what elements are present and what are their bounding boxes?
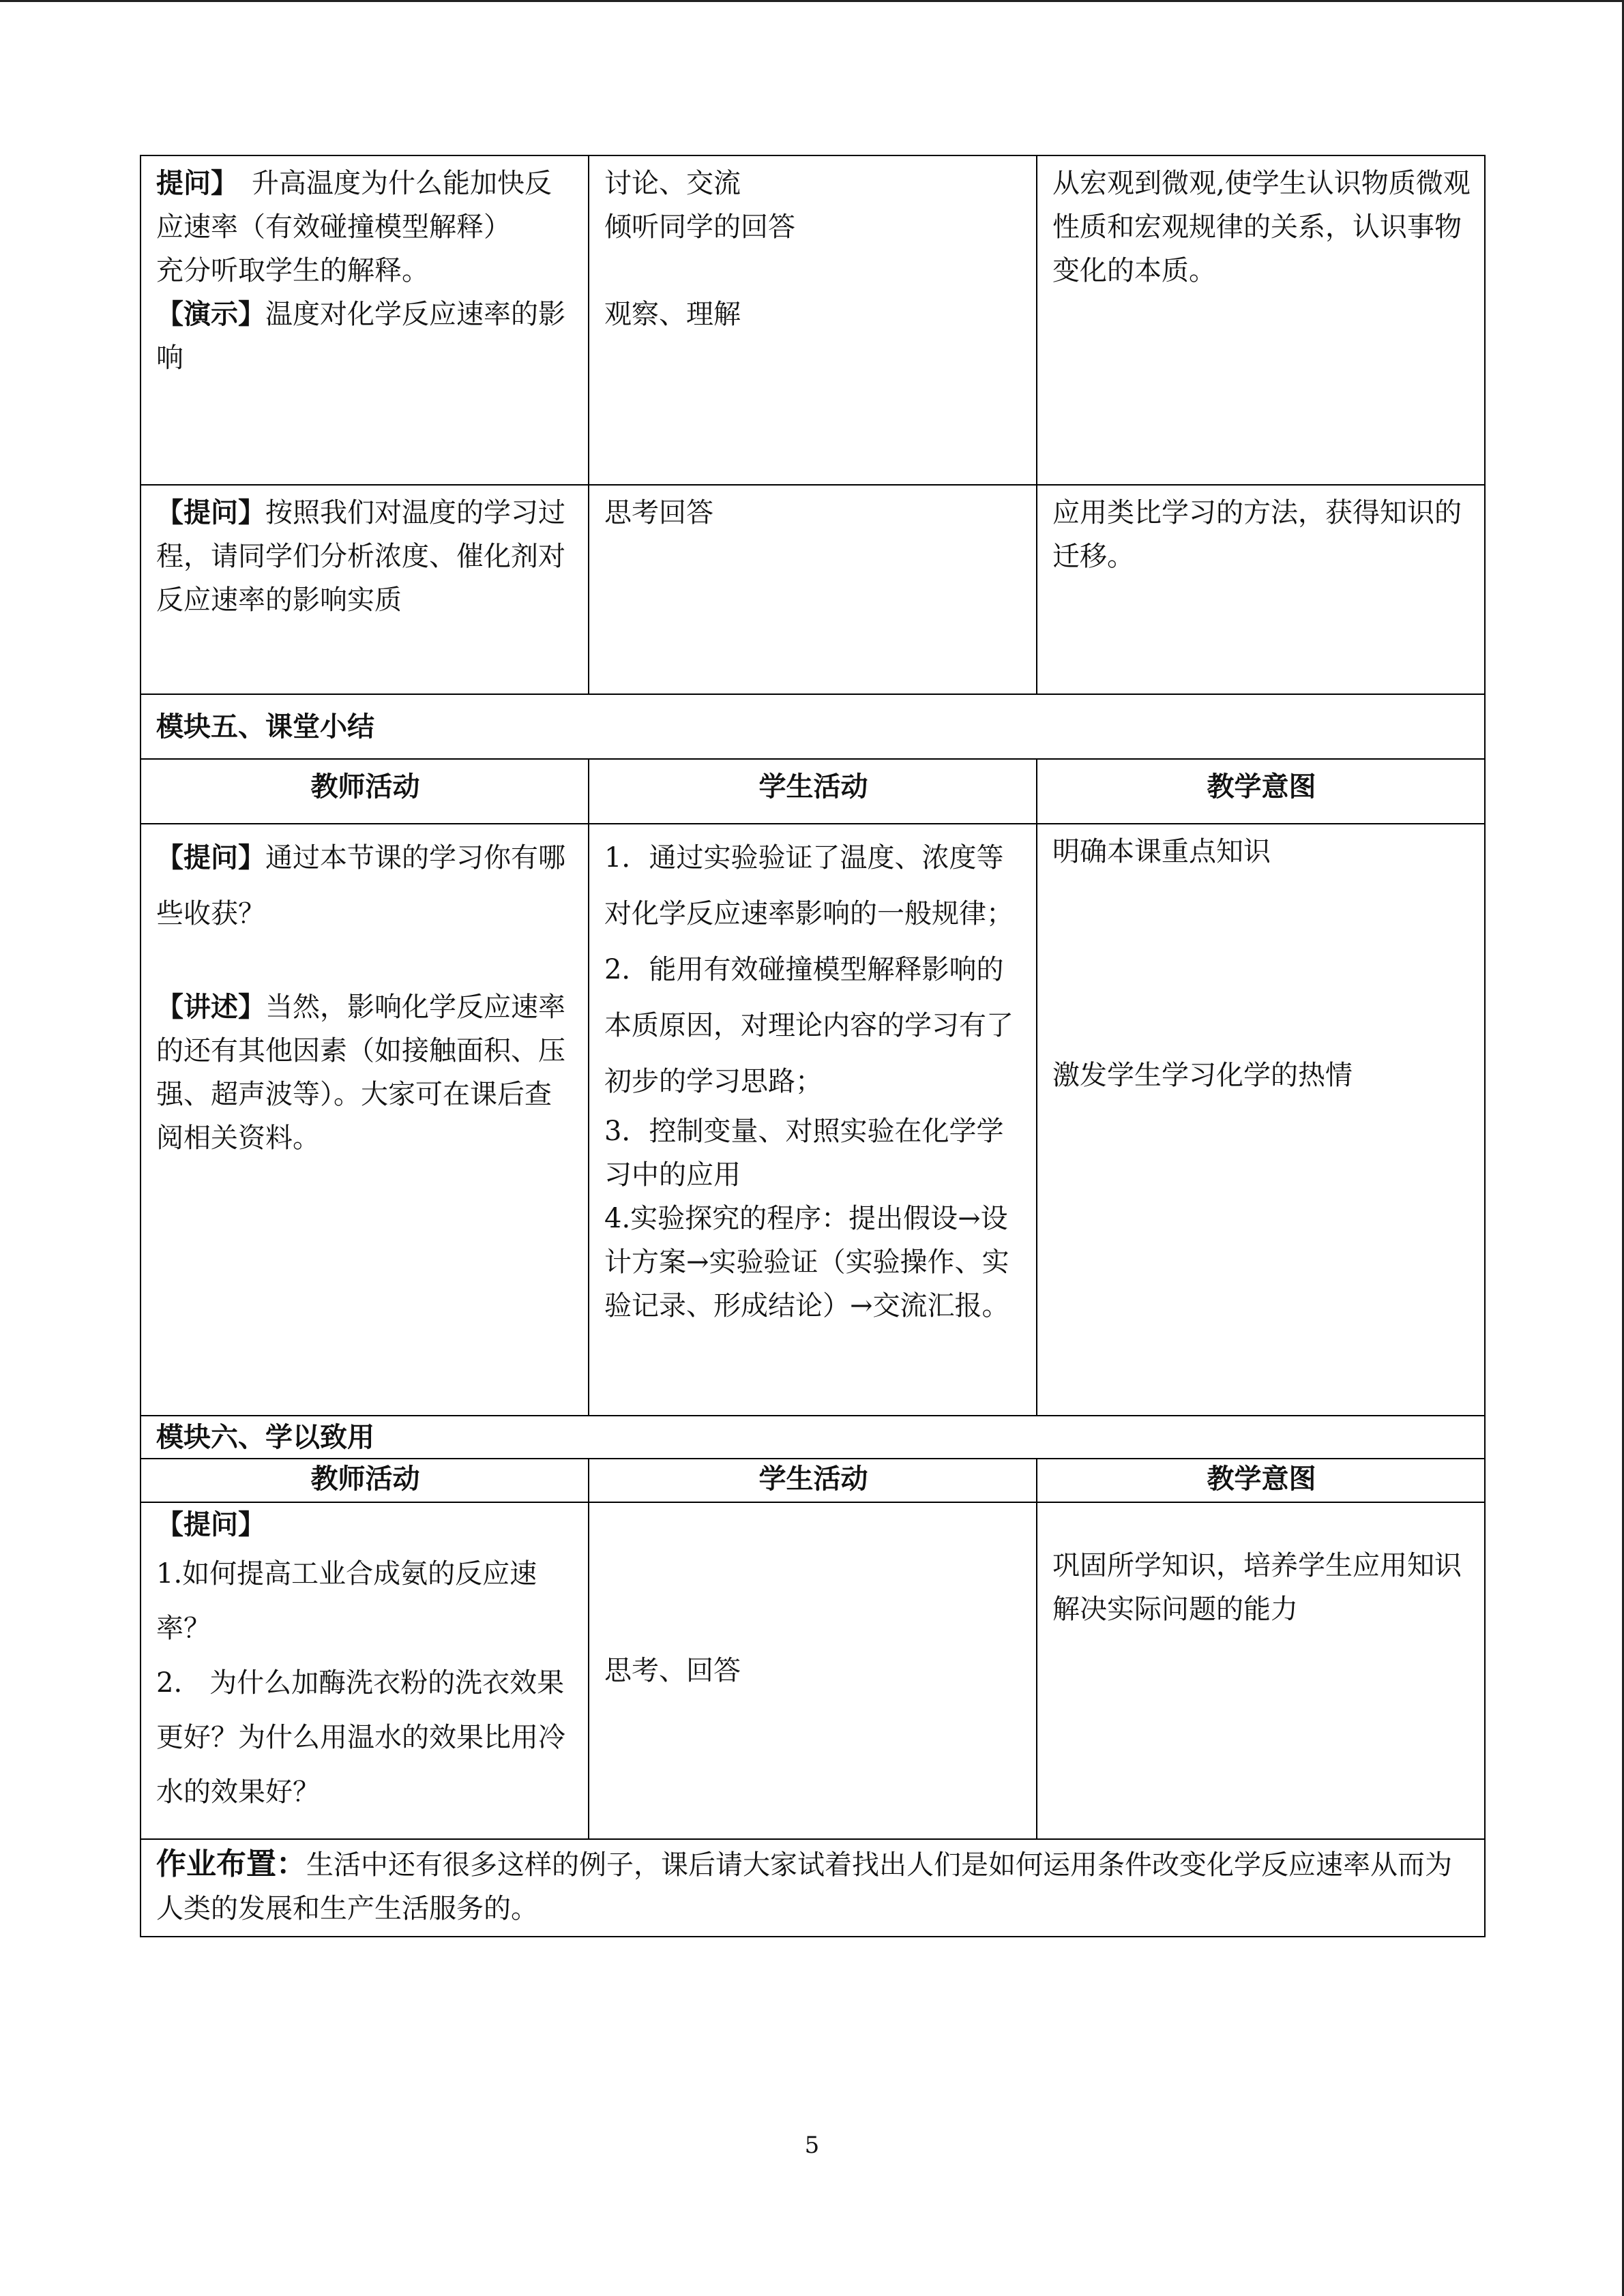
teacher-activity-cell — [141, 485, 589, 694]
student-activity-cell — [589, 485, 1037, 694]
teacher-text: 升高温度为什么能加快反应速率（有效碰撞模型解释） — [156, 168, 552, 243]
homework-text: 生活中还有很多这样的例子，课后请大家试着找出人们是如何运用条件改变化学反应速率从而为人类的发展和生产生活服务的。 — [156, 1849, 1452, 1924]
question-tag: 【提问】 — [156, 497, 265, 528]
student-item: 1．通过实验验证了温度、浓度等对化学反应速率影响的一般规律； — [604, 842, 1014, 929]
student-activity-cell — [589, 824, 1037, 1416]
header-teacher: 教师活动 — [141, 759, 589, 824]
question-tag: 【提问】 — [156, 842, 265, 874]
header-intent: 教学意图 — [1037, 1459, 1485, 1502]
teacher-text: 按照我们对温度的学习过程，请同学们分析浓度、催化剂对反应速率的影响实质 — [156, 497, 565, 616]
teacher-activity-cell — [141, 824, 589, 1416]
teacher-text: 通过本节课的学习你有哪些收获？ — [156, 842, 565, 929]
student-item: 4.实验探究的程序：提出假设→设计方案→实验验证（实验操作、实验记录、形成结论）→交流汇报。 — [604, 1203, 1009, 1322]
page-top-border — [0, 0, 1624, 2]
table-row — [141, 485, 1485, 694]
header-student: 学生活动 — [589, 1459, 1037, 1502]
question-item: 2. 为什么加酶洗衣粉的洗衣效果更好？为什么用温水的效果比用冷水的效果好？ — [156, 1667, 565, 1808]
intent-text: 明确本课重点知识 — [1052, 836, 1271, 867]
intent-text: 激发学生学习化学的热情 — [1052, 1060, 1353, 1091]
header-intent: 教学意图 — [1037, 759, 1485, 824]
teacher-text: 当然，影响化学反应速率的还有其他因素（如接触面积、压强、超声波等）。大家可在课后查阅相关资料。 — [156, 992, 565, 1154]
question-tag: 【提问】 — [156, 1509, 265, 1540]
table-row — [141, 155, 1485, 485]
table-row — [141, 1502, 1485, 1839]
student-item: 3．控制变量、对照实验在化学学习中的应用 — [604, 1116, 1004, 1191]
module-title: 模块六、学以致用 — [141, 1416, 1485, 1459]
student-item: 2．能用有效碰撞模型解释影响的本质原因，对理论内容的学习有了初步的学习思路； — [604, 954, 1014, 1097]
question-item: 1.如何提高工业合成氨的反应速率？ — [156, 1558, 537, 1644]
header-teacher: 教师活动 — [141, 1459, 589, 1502]
teacher-activity-cell — [141, 1502, 589, 1839]
intent-cell — [1037, 485, 1485, 694]
intent-text: 应用类比学习的方法，获得知识的迁移。 — [1052, 497, 1462, 572]
intent-text: 巩固所学知识，培养学生应用知识解决实际问题的能力 — [1052, 1550, 1462, 1625]
teacher-text: 温度对化学反应速率的影响 — [156, 299, 565, 374]
student-text: 倾听同学的回答 — [604, 211, 795, 243]
homework-row — [141, 1839, 1485, 1937]
student-activity-cell — [589, 155, 1037, 485]
page-number: 5 — [804, 2132, 820, 2159]
demo-tag: 【演示】 — [156, 299, 265, 330]
table-row — [141, 824, 1485, 1416]
student-text: 思考、回答 — [604, 1655, 741, 1686]
lecture-tag: 【讲述】 — [156, 992, 265, 1023]
teacher-activity-cell — [141, 155, 589, 485]
header-row — [141, 1459, 1485, 1502]
header-student: 学生活动 — [589, 759, 1037, 824]
intent-cell — [1037, 155, 1485, 485]
header-row — [141, 759, 1485, 824]
module-title: 模块五、课堂小结 — [141, 694, 1485, 759]
homework-cell — [141, 1839, 1485, 1937]
teacher-text: 充分听取学生的解释。 — [156, 255, 429, 286]
homework-label: 作业布置： — [156, 1847, 306, 1881]
student-text: 讨论、交流 — [604, 168, 741, 199]
module-title-row — [141, 1416, 1485, 1459]
student-text: 思考回答 — [604, 497, 713, 528]
intent-cell — [1037, 824, 1485, 1416]
question-tag: 提问】 — [156, 168, 224, 199]
student-activity-cell — [589, 1502, 1037, 1839]
module-title-row — [141, 694, 1485, 759]
intent-cell — [1037, 1502, 1485, 1839]
lesson-plan-table — [140, 155, 1486, 1937]
student-text: 观察、理解 — [604, 299, 741, 330]
intent-text: 从宏观到微观,使学生认识物质微观性质和宏观规律的关系，认识事物变化的本质。 — [1052, 168, 1471, 286]
